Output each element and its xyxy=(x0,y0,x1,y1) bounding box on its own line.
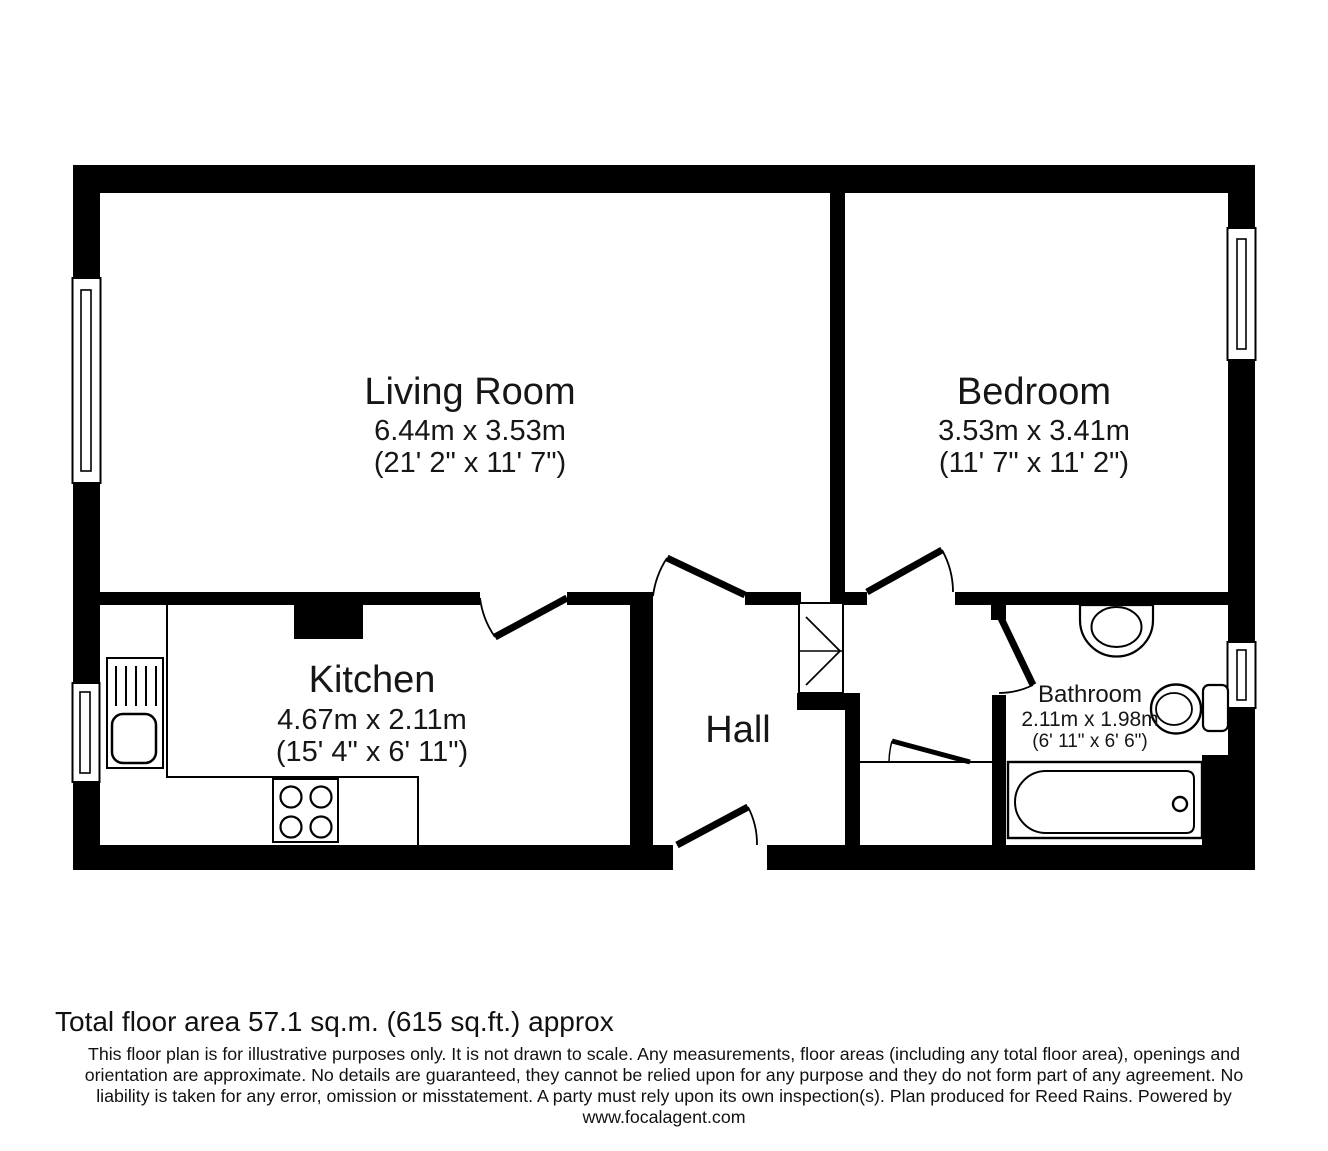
bathroom-door xyxy=(999,614,1033,693)
bathroom-window xyxy=(1228,642,1256,708)
wall-living-bedroom xyxy=(830,193,845,605)
disclaimer-line: www.focalagent.com xyxy=(582,1107,746,1127)
bedroom-imperial: (11' 7" x 11' 2") xyxy=(938,447,1130,479)
chimney-breast xyxy=(294,605,363,639)
disclaimer-line: orientation are approximate. No details are guaranteed, they cannot be relied upon for any purpose and they do not form part of any agreement. No xyxy=(84,1065,1244,1085)
bath-drain xyxy=(1173,797,1187,811)
wall-bathroom-left xyxy=(992,695,1006,845)
wall-left-2 xyxy=(73,483,100,683)
disclaimer xyxy=(0,1044,1328,1128)
kitchen-window xyxy=(73,683,100,782)
wall-right-2 xyxy=(1228,360,1255,642)
corridor-cupboard-door xyxy=(889,741,970,762)
wall-bottom-left xyxy=(73,845,673,870)
hall-label: Hall xyxy=(705,709,771,751)
room-labels xyxy=(276,371,1159,768)
wall-kitchen-hall xyxy=(630,592,653,845)
bedroom-metric: 3.53m x 3.41m xyxy=(938,415,1130,447)
living-room-window xyxy=(73,278,101,483)
wall-living-hall xyxy=(745,592,801,605)
basin xyxy=(1080,605,1153,657)
wall-right-1 xyxy=(1228,193,1255,228)
bath xyxy=(1008,762,1202,838)
living-room-imperial: (21' 2" x 11' 7") xyxy=(373,447,567,479)
hall-cupboard xyxy=(799,603,843,693)
living-room-label: Living Room xyxy=(364,371,576,413)
disclaimer-line: liability is taken for any error, omission or misstatement. A party must rely upon its own inspection(s). Plan produced for Reed Rains. Powered by xyxy=(96,1086,1232,1106)
wall-top xyxy=(73,165,1255,193)
wall-left-3 xyxy=(73,782,100,845)
bathroom-label: Bathroom xyxy=(1037,681,1143,708)
kitchen-door xyxy=(480,598,567,637)
bathroom-metric: 2.11m x 1.98m xyxy=(1021,708,1159,731)
wall-bathroom-corner xyxy=(1202,755,1228,845)
wall-corridor-top xyxy=(955,592,1228,605)
kitchen-metric: 4.67m x 2.11m xyxy=(277,704,467,736)
wall-right-3 xyxy=(1228,708,1255,845)
hob xyxy=(273,779,338,842)
total-floor-area: Total floor area 57.1 sq.m. (615 sq.ft.) approx xyxy=(55,1006,614,1037)
sink-basin xyxy=(112,714,156,763)
wall-hall-right xyxy=(845,693,860,845)
kitchen-sink-unit xyxy=(107,658,163,768)
wall-living-kitchen-1 xyxy=(95,592,480,605)
living-room-metric: 6.44m x 3.53m xyxy=(374,415,566,447)
living-room-door xyxy=(653,558,745,596)
bathroom-imperial: (6' 11" x 6' 6") xyxy=(1032,731,1148,752)
wall-bottom-right xyxy=(767,845,1255,870)
kitchen-imperial: (15' 4" x 6' 11") xyxy=(275,736,469,768)
bedroom-window xyxy=(1228,228,1256,360)
bedroom-door xyxy=(867,550,953,592)
bedroom-label: Bedroom xyxy=(956,371,1112,413)
disclaimer-line: This floor plan is for illustrative purposes only. It is not drawn to scale. Any measurements, floor areas (including any total floor area), openings and xyxy=(87,1044,1241,1064)
toilet xyxy=(1151,685,1228,734)
kitchen-label: Kitchen xyxy=(308,659,436,701)
entrance-door xyxy=(677,807,757,845)
wall-left-1 xyxy=(73,193,100,278)
toilet-cistern xyxy=(1203,685,1228,731)
